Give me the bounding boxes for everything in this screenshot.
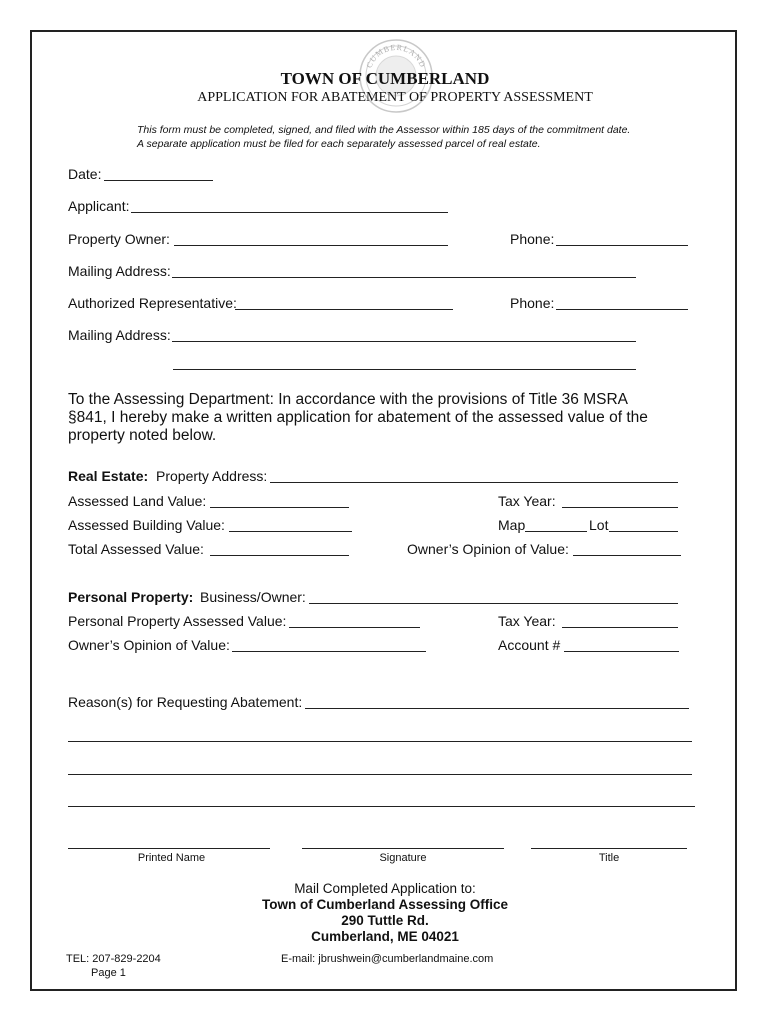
map-label: Map — [498, 517, 526, 533]
printed-name-field[interactable] — [68, 848, 270, 849]
land-value-field[interactable] — [210, 507, 349, 508]
building-value-label: Assessed Building Value: — [68, 517, 225, 533]
total-value-label: Total Assessed Value: — [68, 541, 204, 557]
property-address-label: Property Address: — [156, 468, 268, 484]
pp-assessed-value-label: Personal Property Assessed Value: — [68, 613, 287, 629]
owner-opinion-field-2[interactable] — [232, 651, 426, 652]
date-label: Date: — [68, 166, 102, 182]
building-value-field[interactable] — [229, 531, 352, 532]
applicant-field[interactable] — [131, 212, 448, 213]
svg-text:CUMBERLAND: CUMBERLAND — [364, 42, 428, 70]
mail-intro: Mail Completed Application to: — [294, 881, 476, 896]
phone-label-1: Phone: — [510, 231, 555, 247]
account-label: Account # — [498, 637, 561, 653]
signature-caption: Signature — [379, 852, 427, 864]
lot-label: Lot — [589, 517, 609, 533]
authorized-rep-field[interactable] — [235, 309, 453, 310]
phone-field-2[interactable] — [556, 309, 688, 310]
statement-line-2: §841, I hereby make a written application for abatement of the assessed value of the — [68, 409, 648, 426]
lot-field[interactable] — [609, 531, 678, 532]
reasons-field-4[interactable] — [68, 806, 695, 807]
owner-opinion-label-1: Owner’s Opinion of Value: — [407, 541, 569, 557]
printed-name-caption: Printed Name — [137, 852, 206, 864]
tax-year-label-1: Tax Year: — [498, 493, 556, 509]
form-border — [30, 30, 737, 991]
reasons-field-2[interactable] — [68, 741, 692, 742]
tax-year-field-2[interactable] — [562, 627, 678, 628]
property-owner-label: Property Owner: — [68, 231, 170, 247]
office-name: Town of Cumberland Assessing Office — [261, 897, 509, 912]
town-name: TOWN OF CUMBERLAND — [280, 69, 490, 88]
phone-label-2: Phone: — [510, 295, 555, 311]
page-number: Page 1 — [91, 967, 126, 979]
reasons-field-3[interactable] — [68, 774, 692, 775]
real-estate-heading: Real Estate: — [68, 468, 149, 484]
date-field[interactable] — [104, 180, 213, 181]
applicant-label: Applicant: — [68, 198, 130, 214]
business-owner-label: Business/Owner: — [200, 589, 306, 605]
land-value-label: Assessed Land Value: — [68, 493, 207, 509]
tax-year-label-2: Tax Year: — [498, 613, 556, 629]
statement-line-3: property noted below. — [68, 427, 217, 444]
reasons-field-1[interactable] — [305, 708, 689, 709]
mailing-address-label-1: Mailing Address: — [68, 263, 171, 279]
phone-number: TEL: 207-829-2204 — [66, 953, 161, 965]
mailing-address-field-2b[interactable] — [173, 369, 636, 370]
pp-assessed-value-field[interactable] — [289, 627, 420, 628]
mailing-address-field-1[interactable] — [172, 277, 636, 278]
instruction-1: This form must be completed, signed, and filed with the Assessor within 185 days of the commitment date. — [137, 124, 631, 136]
tax-year-field-1[interactable] — [562, 507, 678, 508]
email-address: E-mail: jbrushwein@cumberlandmaine.com — [281, 953, 494, 965]
title-caption: Title — [598, 852, 620, 864]
form-title: APPLICATION FOR ABATEMENT OF PROPERTY ASSESSMENT — [197, 90, 593, 105]
business-owner-field[interactable] — [309, 603, 678, 604]
authorized-rep-label: Authorized Representative: — [68, 295, 237, 311]
total-value-field[interactable] — [210, 555, 349, 556]
property-owner-field[interactable] — [174, 245, 448, 246]
reasons-label: Reason(s) for Requesting Abatement: — [68, 694, 303, 710]
map-field[interactable] — [525, 531, 587, 532]
office-city: Cumberland, ME 04021 — [311, 929, 459, 944]
signature-field[interactable] — [302, 848, 504, 849]
owner-opinion-label-2: Owner’s Opinion of Value: — [68, 637, 230, 653]
phone-field-1[interactable] — [556, 245, 688, 246]
account-field[interactable] — [564, 651, 679, 652]
property-address-field[interactable] — [270, 482, 678, 483]
instruction-2: A separate application must be filed for each separately assessed parcel of real estate. — [137, 138, 541, 150]
office-street: 290 Tuttle Rd. — [341, 913, 429, 928]
mailing-address-label-2: Mailing Address: — [68, 327, 171, 343]
title-field[interactable] — [531, 848, 687, 849]
statement-line-1: To the Assessing Department: In accordance with the provisions of Title 36 MSRA — [68, 391, 628, 408]
mailing-address-field-2a[interactable] — [172, 341, 636, 342]
owner-opinion-field-1[interactable] — [573, 555, 681, 556]
personal-property-heading: Personal Property: — [68, 589, 194, 605]
